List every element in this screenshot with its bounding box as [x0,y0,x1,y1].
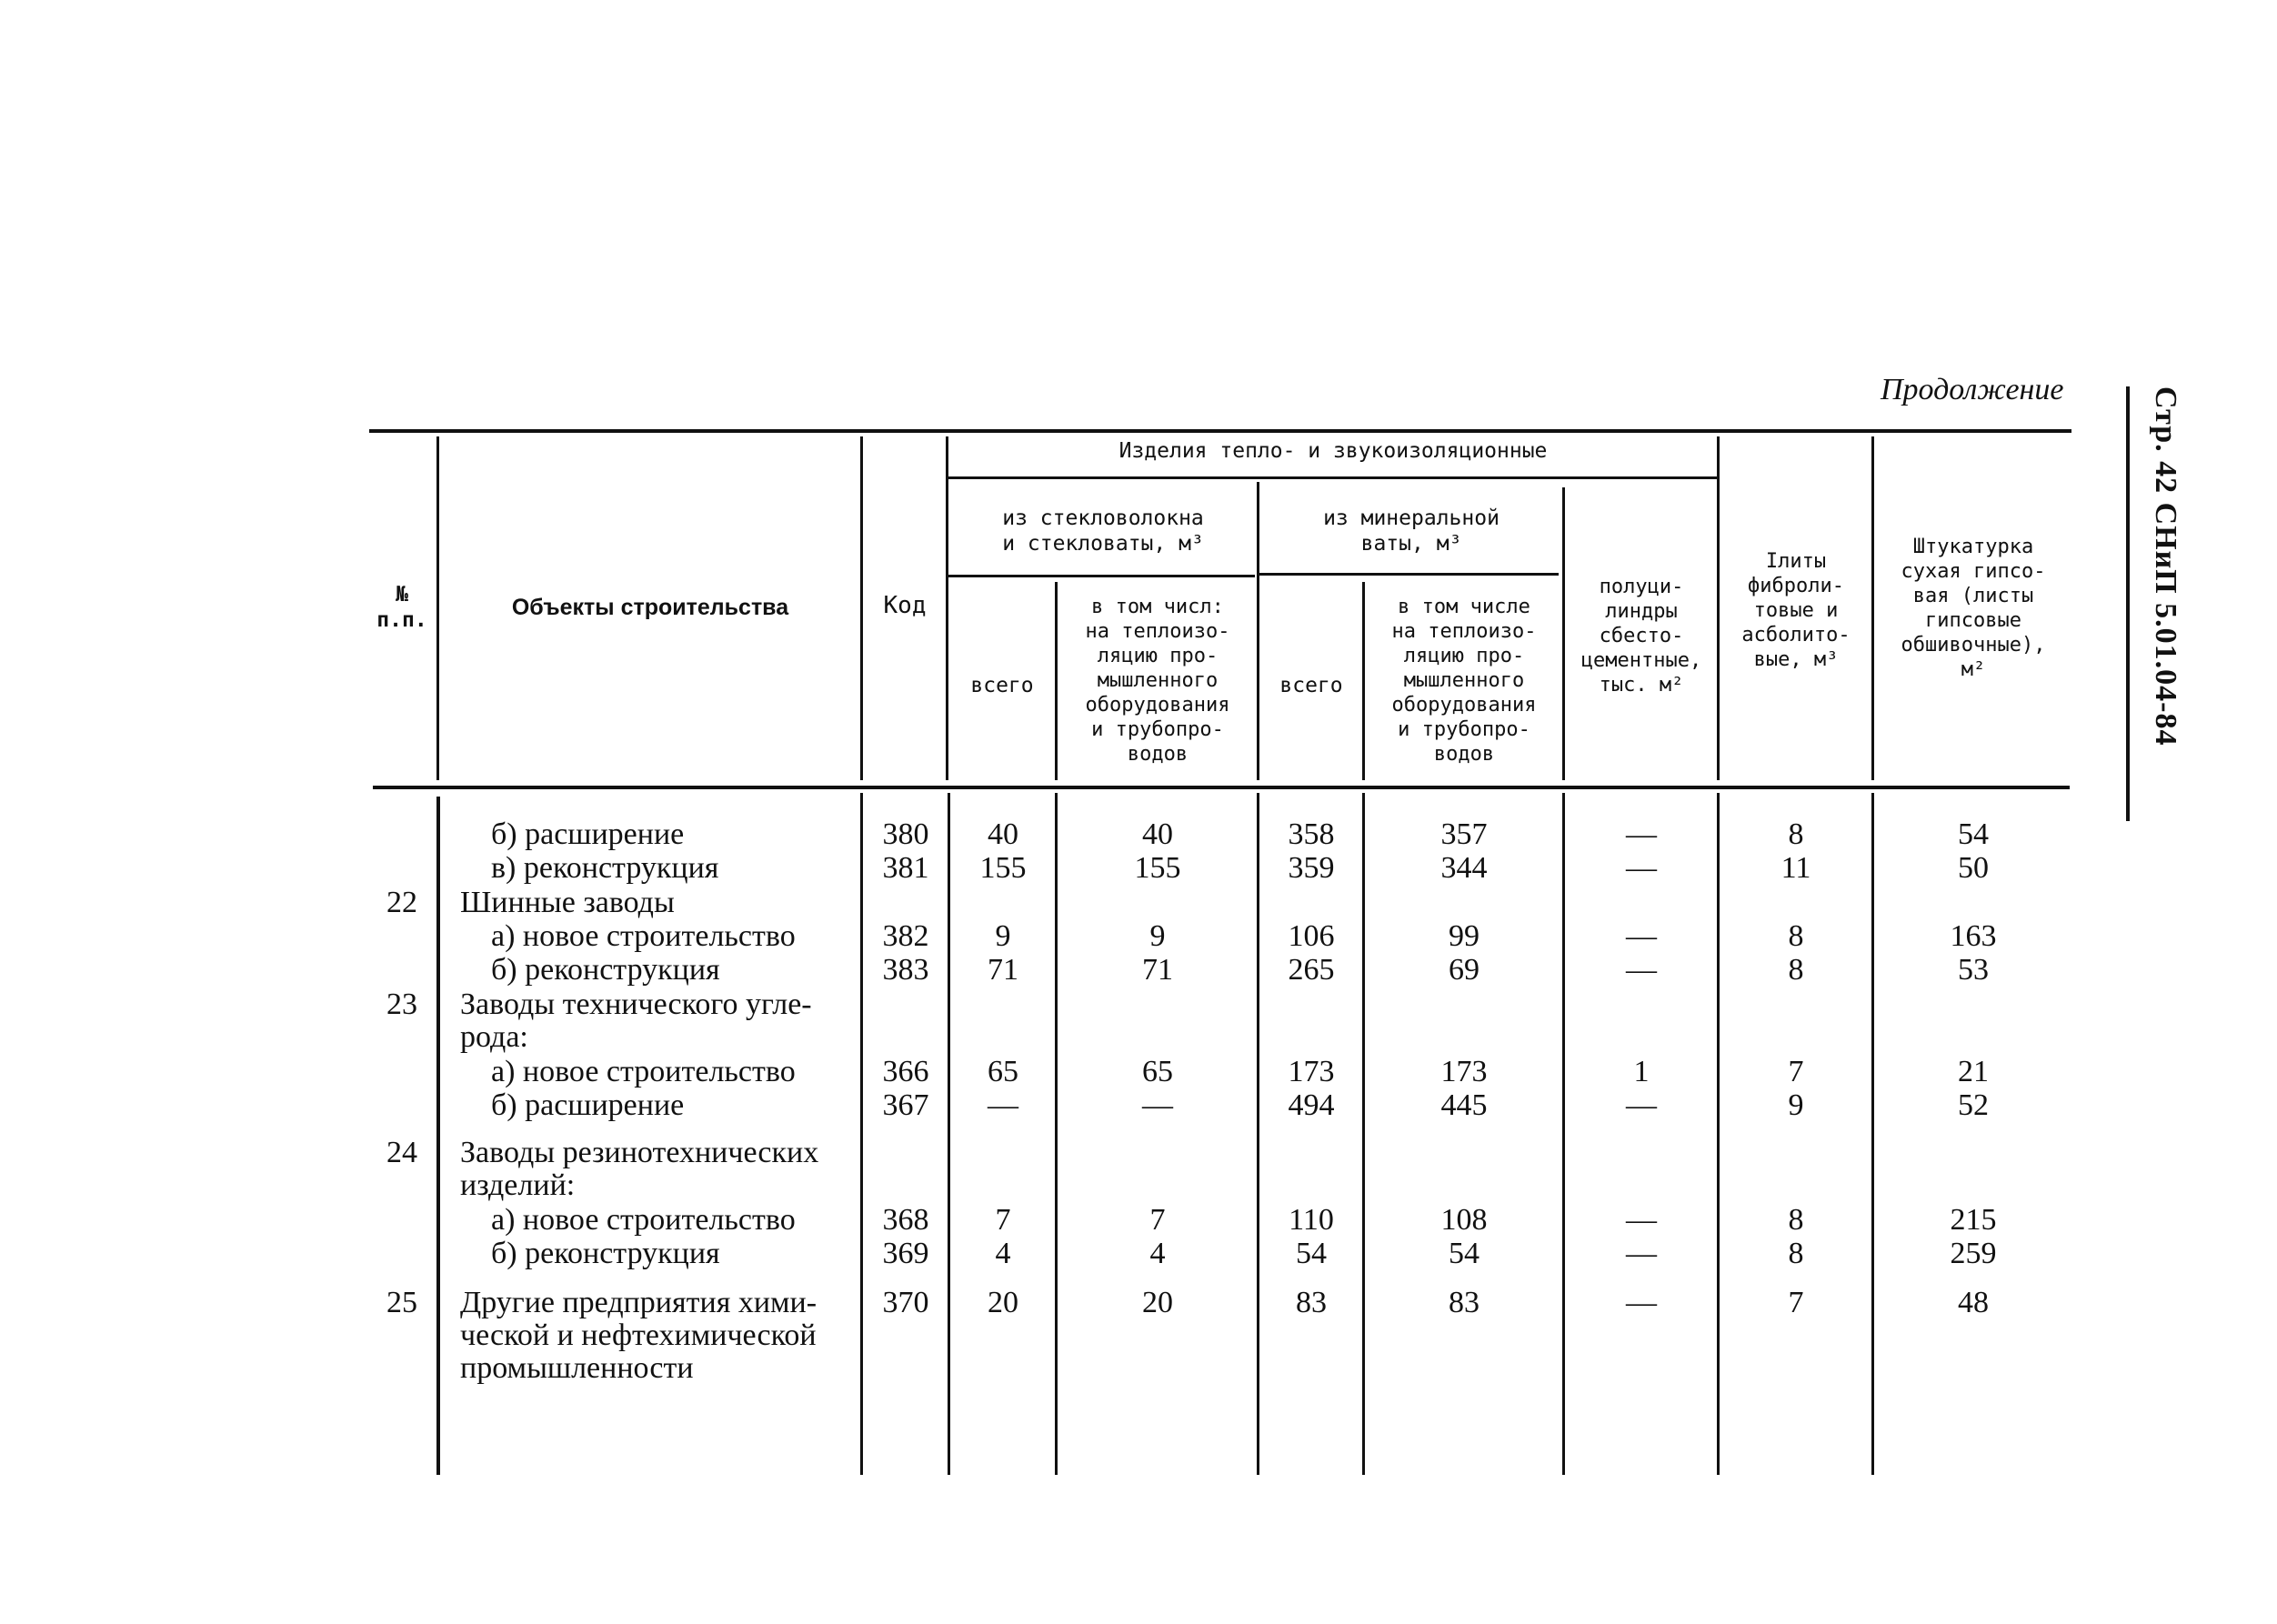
header-mineral-incl: в том числе на теплоизо- ляцию про- мышленного оборудования и трубопро- водов [1391,596,1537,766]
body-rule-7 [1562,793,1565,1475]
cell-half: — [1626,1286,1657,1319]
cell-num: 22 [386,886,417,919]
cell-g-incl: 65 [1142,1055,1173,1088]
cell-m-total: 54 [1296,1237,1327,1270]
cell-m-total: 106 [1288,919,1335,953]
cell-plaster: 21 [1958,1055,1989,1088]
cell-plates: 8 [1788,919,1804,953]
cell-object: в) реконструкция [491,851,719,885]
cell-plaster: 259 [1950,1237,1997,1270]
cell-plates: 8 [1788,953,1804,987]
cell-code: 383 [882,953,929,987]
cell-object: б) реконструкция [491,1237,720,1270]
cell-g-incl: 9 [1149,919,1166,953]
cell-plaster: 54 [1958,817,1989,851]
cell-m-total: 83 [1296,1286,1327,1319]
header-bottom-rule [373,786,2070,789]
cell-g-incl: 40 [1142,817,1173,851]
cell-g-incl: 7 [1149,1203,1166,1237]
header-code: Код [883,592,927,619]
cell-half: — [1626,851,1657,885]
cell-object: а) новое строительство [491,1055,796,1088]
body-rule-1 [436,797,440,1475]
cell-object: Заводы технического угле- рода: [460,987,812,1054]
cell-code: 382 [882,919,929,953]
cell-plaster: 50 [1958,851,1989,885]
col-rule-6 [1362,582,1365,780]
cell-plaster: 53 [1958,953,1989,987]
header-glass-group: из стекловолокна и стекловаты, м³ [1002,506,1204,556]
header-mineral-total: всего [1279,674,1343,697]
cell-m-incl: 69 [1449,953,1480,987]
cell-g-incl: — [1142,1088,1173,1122]
cell-g-total: 155 [979,851,1027,885]
cell-code: 368 [882,1203,929,1237]
cell-half: — [1626,817,1657,851]
cell-plates: 9 [1788,1088,1804,1122]
cell-m-incl: 357 [1440,817,1488,851]
cell-m-incl: 83 [1449,1286,1480,1319]
cell-plaster: 163 [1950,919,1997,953]
cell-half: — [1626,1237,1657,1270]
cell-m-incl: 344 [1440,851,1488,885]
cell-g-total: 71 [988,953,1018,987]
cell-plates: 8 [1788,1203,1804,1237]
cell-g-total: 7 [995,1203,1011,1237]
body-rule-9 [1871,793,1874,1475]
cell-g-incl: 71 [1142,953,1173,987]
cell-object: Другие предприятия хими- ческой и нефтехимической промышленности [460,1286,818,1385]
cell-object: б) реконструкция [491,953,720,987]
page-side-label: Стр. 42 СНиП 5.01.04-84 [2149,386,2182,747]
col-rule-1 [436,436,439,780]
body-rule-5 [1257,793,1259,1475]
body-rule-4 [1055,793,1058,1475]
cell-m-total: 265 [1288,953,1335,987]
cell-object: а) новое строительство [491,1203,796,1237]
table-top-rule [369,429,2071,433]
cell-half: — [1626,953,1657,987]
header-glass-incl: в том числ: на теплоизо- ляцию про- мышленного оборудования и трубопро- водов [1085,596,1230,766]
cell-m-incl: 54 [1449,1237,1480,1270]
cell-g-incl: 155 [1134,851,1181,885]
cell-half: — [1626,1203,1657,1237]
cell-num: 25 [386,1286,417,1319]
cell-plates: 8 [1788,1237,1804,1270]
cell-code: 370 [882,1286,929,1319]
cell-m-incl: 99 [1449,919,1480,953]
group-rule [946,476,1717,479]
cell-num: 24 [386,1136,417,1169]
cell-plaster: 48 [1958,1286,1989,1319]
cell-half: 1 [1633,1055,1650,1088]
body-rule-6 [1362,793,1365,1475]
cell-plates: 7 [1788,1286,1804,1319]
cell-plates: 7 [1788,1055,1804,1088]
cell-g-total: 9 [995,919,1011,953]
col-rule-5 [1257,482,1259,780]
col-rule-7 [1562,487,1565,780]
cell-code: 369 [882,1237,929,1270]
cell-m-total: 173 [1288,1055,1335,1088]
cell-g-incl: 4 [1149,1237,1166,1270]
cell-num: 23 [386,987,417,1021]
col-rule-3 [946,436,948,780]
col-rule-4 [1055,582,1058,780]
cell-g-total: 65 [988,1055,1018,1088]
cell-plates: 8 [1788,817,1804,851]
cell-g-total: 40 [988,817,1018,851]
cell-g-total: 20 [988,1286,1018,1319]
side-rule [2126,386,2130,821]
header-num: № п.п. [376,583,427,632]
continuation-label: Продолжение [1881,373,2064,406]
cell-object: Заводы резинотехнических изделий: [460,1136,819,1202]
cell-code: 381 [882,851,929,885]
body-rule-8 [1717,793,1720,1475]
cell-m-incl: 445 [1440,1088,1488,1122]
cell-m-total: 494 [1288,1088,1335,1122]
cell-g-incl: 20 [1142,1286,1173,1319]
cell-half: — [1626,1088,1657,1122]
col-rule-9 [1871,436,1874,780]
cell-m-incl: 173 [1440,1055,1488,1088]
cell-object: а) новое строительство [491,919,796,953]
col-rule-2 [860,436,863,780]
header-half-cylinders: полуци- линдры сбесто- цементные, тыс. м² [1580,576,1702,697]
body-rule-3 [948,793,950,1475]
header-plaster: Штукатурка сухая гипсо- вая (листы гипсовые обшивочные), м² [1901,536,2046,681]
cell-g-total: 4 [995,1237,1011,1270]
cell-m-total: 359 [1288,851,1335,885]
col-rule-8 [1717,436,1720,780]
cell-plaster: 215 [1950,1203,1997,1237]
cell-half: — [1626,919,1657,953]
glass-sub-rule [946,575,1255,577]
cell-object: б) расширение [491,817,685,851]
cell-m-total: 358 [1288,817,1335,851]
header-objects: Объекты строительства [511,595,789,620]
cell-code: 366 [882,1055,929,1088]
mineral-sub-rule [1259,573,1559,576]
cell-plaster: 52 [1958,1088,1989,1122]
cell-plates: 11 [1780,851,1811,885]
cell-object: б) расширение [491,1088,685,1122]
header-plates: Iлиты фиброли- товые и асболито- вые, м³ [1741,550,1851,671]
cell-code: 367 [882,1088,929,1122]
body-rule-2 [860,793,863,1475]
cell-code: 380 [882,817,929,851]
header-mineral-group: из минеральной ваты, м³ [1323,506,1500,556]
cell-object: Шинные заводы [460,886,675,919]
header-group: Изделия тепло- и звукоизоляционные [1118,439,1548,463]
header-glass-total: всего [970,674,1034,697]
cell-g-total: — [988,1088,1018,1122]
cell-m-total: 110 [1289,1203,1334,1237]
cell-m-incl: 108 [1440,1203,1488,1237]
